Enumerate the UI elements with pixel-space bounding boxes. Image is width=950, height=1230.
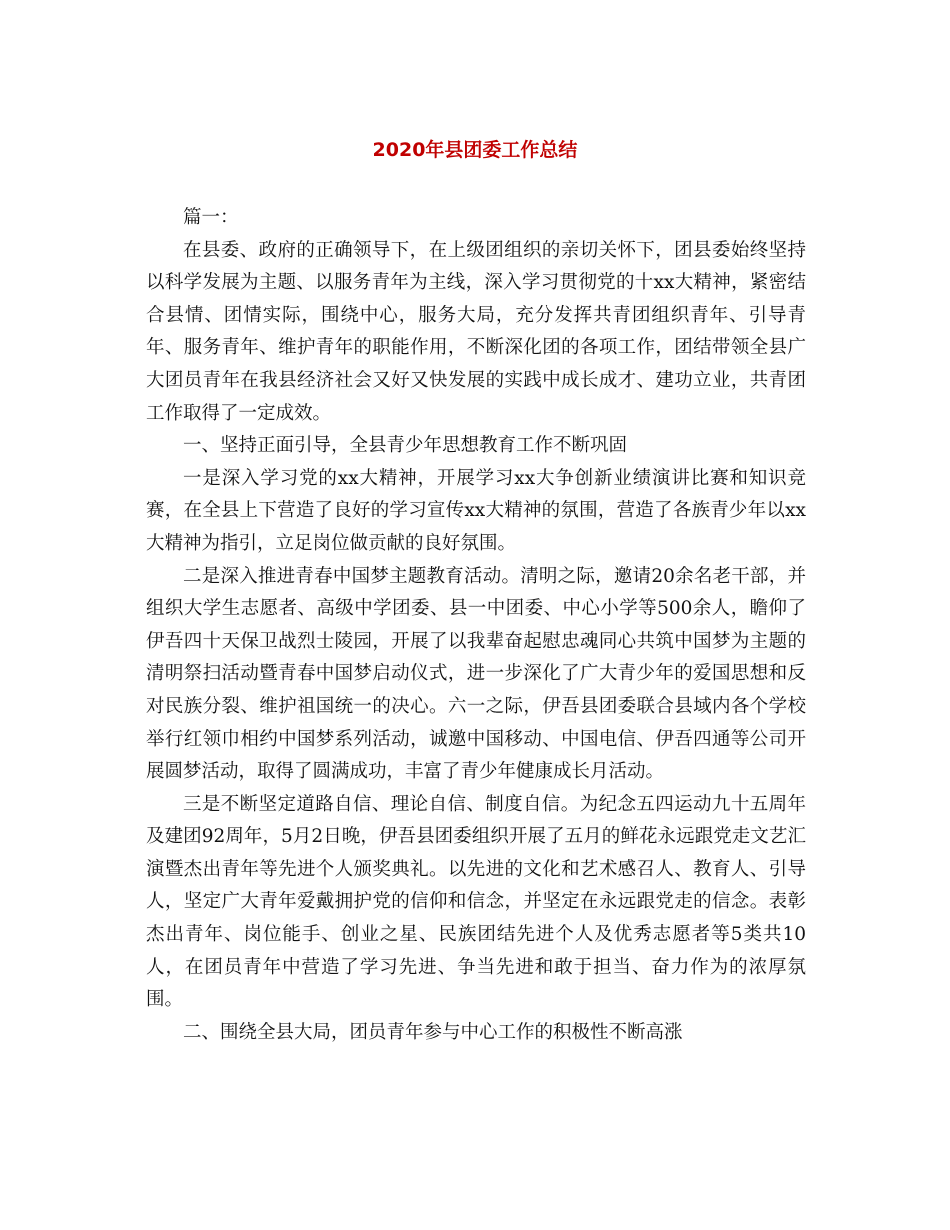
document-body xyxy=(146,202,806,1049)
paragraph-heading-1: 一、坚持正面引导，全县青少年思想教育工作不断巩固 xyxy=(183,435,628,457)
paragraph-item-3: 三是不断坚定道路自信、理论自信、制度自信。为纪念五四运动九十五周年及建团92周年，5月2日晚，伊吾县团委组织开展了五月的鲜花永远跟党走文艺汇演暨杰出青年等先进个人颁奖典礼。以先进的文化和艺术感召人、教育人、引导人，坚定广大青年爱戴拥护党的信仰和信念，并坚定在永远跟党走的信念。表彰杰出青年、岗位能手、创业之星、民族团结先进个人及优秀志愿者等5类共10人，在团员青年中营造了学习先进、争当先进和敢于担当、奋力作为的浓厚氛围。 xyxy=(146,793,806,1011)
paragraph-section-label: 篇一： xyxy=(183,207,239,228)
paragraph-item-1: 一是深入学习党的xx大精神，开展学习xx大争创新业绩演讲比赛和知识竞赛，在全县上下营造了良好的学习宣传xx大精神的氛围，营造了各族青少年以xx大精神为指引，立足岗位做贡献的良好氛围。 xyxy=(146,467,806,554)
paragraph-item-2: 二是深入推进青春中国梦主题教育活动。清明之际，邀请20余名老干部，并组织大学生志愿者、高级中学团委、县一中团委、中心小学等500余人，瞻仰了伊吾四十天保卫战烈士陵园，开展了以我辈奋起慰忠魂同心共筑中国梦为主题的清明祭扫活动暨青春中国梦启动仪式，进一步深化了广大青少年的爱国思想和反对民族分裂、维护祖国统一的决心。六一之际，伊吾县团委联合县域内各个学校举行红领巾相约中国梦系列活动，诚邀中国移动、中国电信、伊吾四通等公司开展圆梦活动，取得了圆满成功，丰富了青少年健康成长月活动。 xyxy=(146,565,806,783)
document-title: 2020年县团委工作总结 xyxy=(372,139,578,161)
paragraph-heading-2: 二、围绕全县大局，团员青年参与中心工作的积极性不断高涨 xyxy=(183,1021,683,1043)
paragraph-intro: 在县委、政府的正确领导下，在上级团组织的亲切关怀下，团县委始终坚持以科学发展为主题、以服务青年为主线，深入学习贯彻党的十xx大精神，紧密结合县情、团情实际，围绕中心，服务大局，充分发挥共青团组织青年、引导青年、服务青年、维护青年的职能作用，不断深化团的各项工作，团结带领全县广大团员青年在我县经济社会又好又快发展的实践中成长成才、建功立业，共青团工作取得了一定成效。 xyxy=(146,239,806,424)
